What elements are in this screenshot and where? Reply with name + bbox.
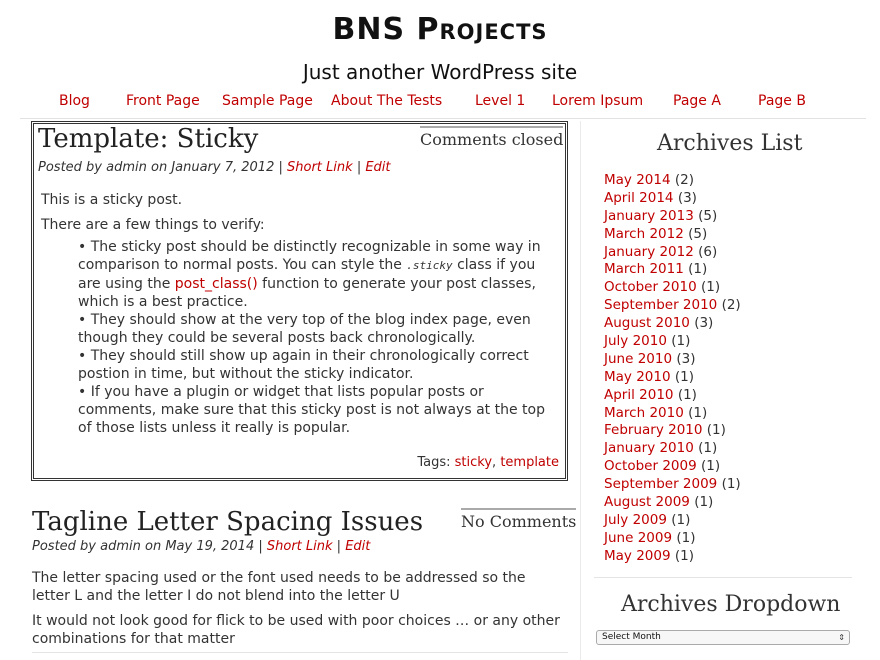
list-item: • If you have a plugin or widget that lists popular posts or comments, make sure that this sticky post is not always at the top of those lists unless it really is popular.	[78, 384, 545, 436]
tags-label: Tags:	[417, 455, 451, 470]
short-link[interactable]: Short Link	[266, 539, 333, 554]
header-divider	[20, 118, 866, 119]
select-value: Select Month	[602, 632, 661, 642]
archive-month-link[interactable]: March 2010	[604, 404, 684, 421]
post-divider	[32, 652, 568, 653]
archive-month-select[interactable]	[596, 630, 850, 645]
site-title[interactable]: BNS Projects	[332, 12, 548, 47]
archive-count: (1)	[706, 422, 726, 439]
post-meta	[32, 539, 370, 554]
archive-month-link[interactable]: May 2009	[604, 547, 671, 564]
tag-template[interactable]: template	[500, 455, 559, 470]
tag-sticky[interactable]: sticky	[454, 455, 493, 470]
archives-list-title: Archives List	[657, 131, 803, 156]
archive-count: (3)	[694, 315, 714, 332]
archive-item	[604, 190, 864, 208]
archive-month-link[interactable]: April 2014	[604, 189, 674, 206]
post-paragraph: There are a few things to verify:	[41, 217, 265, 233]
post-paragraph: This is a sticky post.	[41, 192, 183, 208]
archive-count: (3)	[677, 189, 697, 206]
archive-item	[604, 387, 864, 405]
archive-item	[604, 208, 864, 226]
archive-count: (1)	[676, 529, 696, 546]
archive-month-link[interactable]: January 2010	[604, 440, 694, 457]
comments-link[interactable]: No Comments	[461, 508, 576, 531]
archive-item	[604, 422, 864, 440]
nav-item-sample-page[interactable]: Sample Page	[222, 93, 313, 109]
archive-month-link[interactable]: August 2009	[604, 494, 690, 511]
archive-count: (3)	[676, 350, 696, 367]
checklist	[78, 238, 561, 437]
archive-item	[604, 226, 864, 244]
select-arrows-icon: ⇕	[838, 633, 845, 642]
archive-count: (1)	[674, 368, 694, 385]
post-paragraph: The letter spacing used or the font used needs to be addressed so the letter L and the letter I do not blend into the letter U	[32, 570, 526, 604]
archive-month-link[interactable]: June 2009	[604, 529, 673, 546]
archive-item	[604, 261, 864, 279]
widget-divider	[594, 577, 852, 578]
nav-item-lorem-ipsum[interactable]: Lorem Ipsum	[552, 93, 644, 109]
archive-month-link[interactable]: January 2012	[604, 243, 694, 260]
archive-count: (2)	[721, 297, 741, 314]
archive-count: (1)	[700, 279, 721, 296]
archive-month-link[interactable]: March 2011	[604, 261, 684, 278]
nav-item-level-1[interactable]: Level 1	[475, 93, 526, 109]
main-navigation	[0, 93, 880, 113]
archive-item	[604, 333, 864, 351]
archive-month-link[interactable]: July 2010	[604, 333, 667, 350]
archive-item	[604, 279, 864, 297]
archive-count: (1)	[698, 440, 718, 457]
meta-separator: |	[356, 160, 362, 175]
archive-month-link[interactable]: August 2010	[604, 315, 690, 332]
archive-count: (5)	[698, 207, 718, 224]
archive-count: (1)	[671, 333, 691, 350]
post-meta	[38, 160, 391, 175]
meta-separator: |	[336, 539, 342, 554]
post-title-link[interactable]: Template: Sticky	[38, 124, 259, 154]
archive-count: (2)	[674, 172, 694, 188]
post-meta-byline: Posted by admin on January 7, 2012 |	[38, 160, 283, 175]
archive-count: (1)	[674, 547, 694, 564]
archive-item	[604, 458, 864, 476]
archive-item	[604, 440, 864, 458]
archive-item	[604, 315, 864, 333]
archive-item	[604, 512, 864, 530]
archive-item	[604, 494, 864, 512]
archives-dropdown-title: Archives Dropdown	[621, 592, 841, 617]
archive-item	[604, 548, 864, 566]
archive-item	[604, 351, 864, 369]
archive-item	[604, 369, 864, 387]
list-item: • The sticky post should be distinctly recognizable in some way in comparison to normal posts. You can style the .sticky class if you are using the post_class() function to generate your post classes, which is a best practice.	[78, 239, 541, 310]
post-meta-byline: Posted by admin on May 19, 2014 |	[32, 539, 263, 554]
archive-item	[604, 530, 864, 548]
list-item: • They should show at the very top of the blog index page, even though they could be several posts back chronologically.	[78, 312, 531, 346]
sidebar-divider	[580, 121, 581, 660]
archive-count: (1)	[694, 494, 714, 511]
archive-item	[604, 244, 864, 262]
archive-month-link[interactable]: April 2010	[604, 386, 674, 403]
archive-item	[604, 172, 864, 190]
comments-status: Comments closed	[420, 126, 563, 149]
archive-month-link[interactable]: February 2010	[604, 422, 703, 439]
short-link[interactable]: Short Link	[287, 160, 353, 175]
archive-count: (1)	[677, 386, 697, 403]
archive-month-link[interactable]: July 2009	[604, 511, 667, 528]
inline-code: .sticky	[406, 259, 453, 272]
archive-count: (1)	[671, 511, 691, 528]
archive-month-link[interactable]: May 2014	[604, 172, 671, 188]
archive-month-link[interactable]: September 2009	[604, 476, 718, 493]
edit-link[interactable]: Edit	[345, 539, 371, 554]
archive-item	[604, 405, 864, 423]
nav-item-page-b[interactable]: Page B	[758, 93, 806, 109]
archive-count: (5)	[688, 225, 708, 242]
nav-item-page-a[interactable]: Page A	[673, 93, 721, 109]
post-content	[41, 191, 561, 437]
archive-count: (1)	[700, 458, 721, 475]
list-item: • They should still show up again in their chronologically correct postion in time, but without the sticky indicator.	[78, 348, 529, 382]
post-paragraph: It would not look good for flick to be used with poor choices … or any other combinations for that matter	[32, 613, 560, 647]
edit-link[interactable]: Edit	[365, 160, 391, 175]
nav-item-blog[interactable]: Blog	[59, 93, 90, 109]
archive-month-link[interactable]: March 2012	[604, 225, 684, 242]
archive-month-link[interactable]: May 2010	[604, 368, 671, 385]
archive-month-link[interactable]: October 2009	[604, 458, 697, 475]
archive-month-link[interactable]: September 2010	[604, 297, 718, 314]
archive-item	[604, 476, 864, 494]
post-class-link[interactable]: post_class()	[174, 276, 258, 292]
archive-month-link[interactable]: June 2010	[604, 350, 673, 367]
archive-count: (1)	[688, 261, 708, 278]
sticky-post	[31, 121, 568, 481]
nav-item-front-page[interactable]: Front Page	[126, 93, 200, 109]
archive-month-link[interactable]: January 2013	[604, 207, 694, 224]
post-tags: Tags: sticky, template	[417, 455, 559, 470]
archive-month-link[interactable]: October 2010	[604, 279, 697, 296]
site-description: Just another WordPress site	[302, 60, 578, 84]
archive-count: (6)	[698, 243, 718, 260]
post-title-link[interactable]: Tagline Letter Spacing Issues	[32, 507, 424, 537]
archive-count: (1)	[721, 476, 741, 493]
archive-count: (1)	[688, 404, 708, 421]
nav-item-about-the-tests[interactable]: About The Tests	[331, 93, 443, 109]
archive-item	[604, 297, 864, 315]
archives-list	[604, 172, 864, 566]
